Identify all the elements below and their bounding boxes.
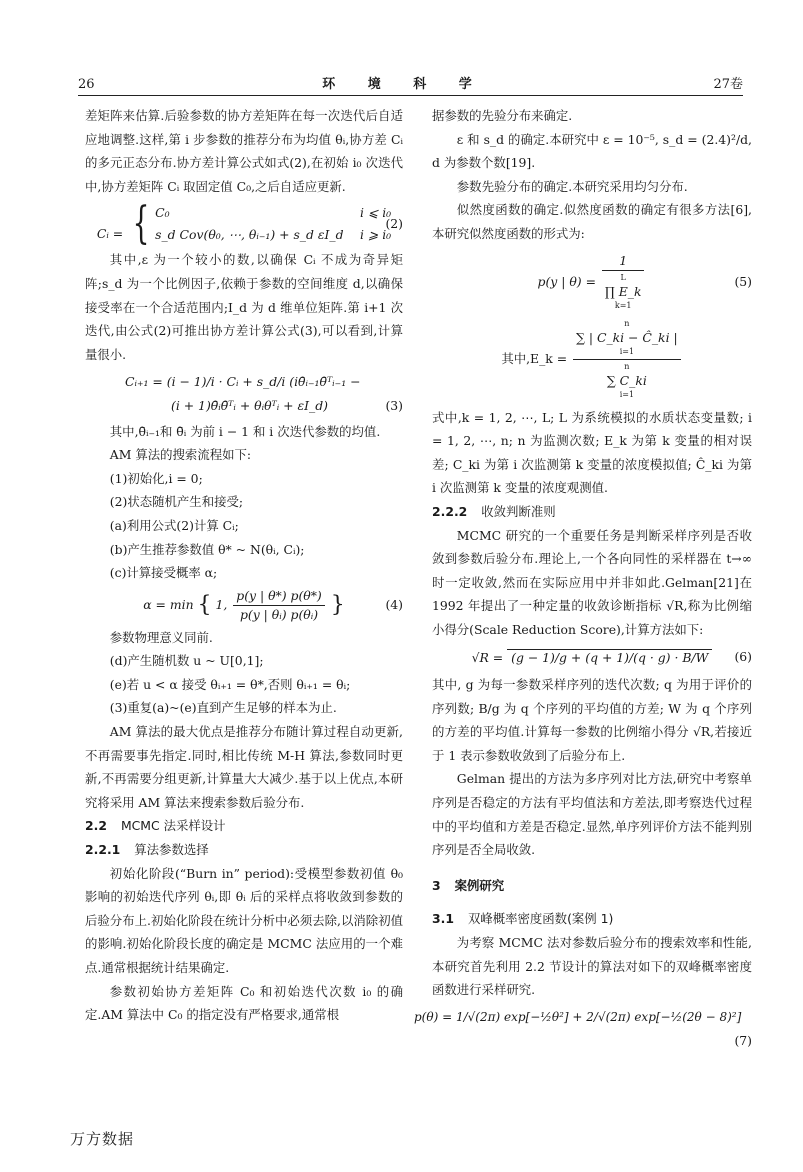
list-item: (2)状态随机产生和接受; bbox=[109, 494, 244, 510]
equation-number: (4) bbox=[385, 597, 403, 613]
section-title: 案例研究 bbox=[454, 877, 505, 893]
equation-number: (3) bbox=[385, 397, 403, 413]
equation-fraction bbox=[233, 587, 325, 624]
equation-line: (i + 1)θ̄ᵢθ̄ᵀᵢ + θᵢθᵀᵢ + εI_d) bbox=[171, 397, 329, 413]
paragraph: 参数物理意义同前. bbox=[109, 629, 213, 645]
list-item: (d)产生随机数 u ~ U[0,1]; bbox=[109, 653, 264, 669]
equation-number: (6) bbox=[734, 649, 752, 665]
fraction-denominator bbox=[602, 271, 645, 313]
list-item: (c)计算接受概率 α; bbox=[109, 565, 218, 581]
equation-lhs: √R = bbox=[471, 649, 504, 665]
fraction-denominator bbox=[573, 360, 681, 402]
list-item: (b)产生推荐参数值 θ* ~ N(θᵢ, Cᵢ); bbox=[109, 541, 305, 557]
case-2: s_d Cov(θ₀, ⋯, θᵢ₋₁) + s_d εI_d bbox=[155, 227, 344, 243]
paragraph: 参数初始协方差矩阵 C₀ 和初始迭代次数 i₀ 的确定.AM 算法中 C₀ 的指定没有严格要求,通常根 bbox=[85, 983, 403, 1023]
sum-body: ∑ C_ki bbox=[606, 372, 647, 388]
paragraph: AM 算法的最大优点是推荐分布随计算过程自动更新,不再需要事先指定.同时,相比传统 M-H 算法,参数同时更新,不再需要分组更新,计算量大大减少.基于以上优点,本研究将采用 AM 算法来搜索参数后验分布. bbox=[85, 724, 403, 810]
sum-upper-limit: n bbox=[624, 361, 630, 371]
paragraph: 式中,k = 1, 2, ⋯, L; L 为系统模拟的水质状态变量数; i = 1, 2, ⋯, n; n 为监测次数; E_k 为第 k 变量的相对误差; C_ki 为第 i 次监测第 k 变量的浓度模拟值; Ĉ_ki 为第 i 次监测第 k 变量的浓度观测值. bbox=[432, 409, 752, 496]
product-body: ∏ E_k bbox=[604, 283, 642, 299]
list-item: (1)初始化,i = 0; bbox=[109, 470, 203, 486]
equation-lhs: α = min bbox=[143, 596, 194, 612]
running-header bbox=[78, 70, 743, 96]
equation-5 bbox=[432, 252, 752, 313]
equation-fraction bbox=[573, 317, 681, 402]
equation-body: p(θ) = 1/√(2π) exp[−½θ²] + 2/√(2π) exp[−½(2θ − 8)²] bbox=[414, 1009, 742, 1024]
paragraph: ε 和 s_d 的确定.本研究中 ε = 10⁻⁵, s_d = (2.4)²/d, d 为参数个数[19]. bbox=[432, 131, 752, 171]
section-title: 双峰概率密度函数(案例 1) bbox=[467, 911, 614, 927]
condition-1: i ⩽ i₀ bbox=[359, 205, 392, 221]
page-number: 26 bbox=[78, 77, 95, 92]
section-title: MCMC 法采样设计 bbox=[120, 818, 226, 834]
equation-number: (2) bbox=[385, 216, 403, 232]
equation-number: (5) bbox=[734, 274, 752, 290]
section-number: 2.2 bbox=[85, 818, 107, 834]
sum-upper-limit: n bbox=[624, 318, 630, 328]
section-number: 2.2.1 bbox=[85, 842, 121, 858]
paragraph: 参数先验分布的确定.本研究采用均匀分布. bbox=[456, 178, 688, 194]
right-column bbox=[414, 104, 752, 1053]
section-heading-2-2-2 bbox=[432, 500, 752, 524]
equation-2 bbox=[85, 198, 403, 250]
right-brace-icon: } bbox=[330, 592, 345, 618]
equation-3 bbox=[85, 370, 403, 417]
condition-2: i ⩾ i₀ bbox=[359, 227, 392, 243]
fraction-numerator: p(y | θ*) p(θ*) bbox=[233, 587, 325, 606]
equation-line: Cᵢ₊₁ = (i − 1)/i · Cᵢ + s_d/i (iθ̄ᵢ₋₁θ̄ᵀᵢ₋₁ − bbox=[125, 374, 361, 390]
section-title: 收敛判断准则 bbox=[481, 503, 556, 519]
volume-label: 27卷 bbox=[713, 77, 743, 92]
case-1: C₀ bbox=[155, 205, 170, 221]
equation-7 bbox=[414, 1006, 752, 1030]
section-heading-2-2-1 bbox=[85, 838, 403, 862]
paragraph: 据参数的先验分布来确定. bbox=[432, 108, 573, 123]
equation-lhs: 其中,E_k = bbox=[501, 350, 568, 366]
fraction-numerator bbox=[573, 317, 681, 360]
equation-6 bbox=[432, 646, 752, 670]
list-item: (a)利用公式(2)计算 Cᵢ; bbox=[109, 517, 239, 533]
section-number: 3.1 bbox=[432, 911, 454, 927]
paragraph: 似然度函数的确定.似然度函数的确定有很多方法[6],本研究似然度函数的形式为: bbox=[432, 202, 752, 241]
equation-lhs: Cᵢ = bbox=[96, 226, 124, 242]
sum-lower-limit: i=1 bbox=[619, 346, 635, 356]
list-item: (3)重复(a)~(e)直到产生足够的样本为止. bbox=[109, 700, 337, 716]
sum-body: ∑ | C_ki − Ĉ_ki | bbox=[576, 329, 678, 345]
product-lower-limit: k=1 bbox=[614, 300, 632, 310]
paragraph: MCMC 研究的一个重要任务是判断采样序列是否收敛到参数后验分布.理论上,一个各向同性的采样器在 t→∞时一定收敛,然而在实际应用中并非如此.Gelman[21]在 1992 年提出了一种定量的收敛诊断指标 √R,称为比例缩小得分(Scale Reduction Score),计算方法如下: bbox=[432, 527, 752, 637]
watermark-text: 万方数据 bbox=[70, 1130, 135, 1148]
paragraph: 其中,θ̄ᵢ₋₁和 θ̄ᵢ 为前 i − 1 和 i 次迭代参数的均值. bbox=[109, 423, 381, 439]
product-upper-limit: L bbox=[620, 272, 626, 282]
paragraph: 为考察 MCMC 法对参数后验分布的搜索效率和性能,本研究首先利用 2.2 节设计的算法对如下的双峰概率密度函数进行采样研究. bbox=[432, 935, 752, 998]
fraction-numerator: 1 bbox=[602, 252, 645, 271]
paragraph: 初始化阶段(“Burn in” period):受模型参数初值 θ₀ 影响的初始迭代序列 θᵢ,即 θᵢ 后的采样点将收敛到参数的后验分布上.初始化阶段在统计分析中必须去除,以消除初值的影响.初始化阶段长度的确定是 MCMC 法应用的一个难点.通常根据统计结果确定. bbox=[85, 865, 403, 975]
left-column bbox=[85, 104, 403, 1027]
paragraph: AM 算法的搜索流程如下: bbox=[109, 447, 252, 463]
section-number: 3 bbox=[432, 877, 441, 893]
section-heading-2-2 bbox=[85, 814, 403, 838]
list-item: (e)若 u < α 接受 θᵢ₊₁ = θ*,否则 θᵢ₊₁ = θᵢ; bbox=[109, 676, 351, 692]
equation-number: (7) bbox=[734, 1033, 752, 1049]
equation-lhs: p(y | θ) = bbox=[537, 273, 596, 289]
equation-4 bbox=[85, 587, 403, 624]
sum-lower-limit: i=1 bbox=[619, 389, 635, 399]
equation-ek bbox=[432, 317, 752, 402]
fraction-denominator: p(y | θᵢ) p(θᵢ) bbox=[239, 606, 319, 622]
section-heading-3-1 bbox=[432, 907, 752, 931]
equation-cases bbox=[155, 202, 391, 246]
paragraph: 其中, g 为每一参数采样序列的迭代次数; q 为用于评价的序列数; B/g 为 q 个序列的平均值的方差; W 为 q 个序列的方差的平均值.计算每一参数的比例缩小得分 √R,若接近于 1 表示参数收敛到了后验分布上. bbox=[432, 677, 752, 763]
left-brace-icon: { bbox=[132, 198, 150, 250]
equation-fraction bbox=[602, 252, 645, 313]
section-number: 2.2.2 bbox=[432, 503, 468, 519]
section-heading-3 bbox=[432, 874, 752, 898]
equation-brace bbox=[127, 198, 392, 250]
paragraph: Gelman 提出的方法为多序列对比方法,研究中考察单序列是否稳定的方法有平均值法和方差法,即考察迭代过程中的平均值和方差是否稳定.显然,单序列评价方法不能判别序列是否全局收敛. bbox=[432, 771, 752, 858]
equation-term: 1, bbox=[215, 596, 228, 612]
left-brace-icon: { bbox=[197, 592, 212, 618]
paragraph: 其中,ε 为一个较小的数,以确保 Cᵢ 不成为奇异矩阵;s_d 为一个比例因子,依赖于参数的空间维度 d,以确保接受率在一个合适范围内;I_d 为 d 维单位矩阵.第 i+1 次迭代,由公式(2)可推出协方差计算公式(3),可以看到,计算量很小. bbox=[85, 252, 403, 362]
paragraph: 差矩阵来估算.后验参数的协方差矩阵在每一次迭代后自适应地调整.这样,第 i 步参数的推荐分布为均值 θᵢ,协方差 Cᵢ 的多元正态分布.协方差计算公式如式(2),在初始 i₀ 次迭代中,协方差矩阵 Cᵢ 取固定值 C₀,之后自适应更新. bbox=[85, 108, 403, 194]
equation-body: (g − 1)/g + (q + 1)/(q · g) · B/W bbox=[507, 649, 712, 665]
journal-title: 环 境 科 学 bbox=[322, 77, 486, 92]
section-title: 算法参数选择 bbox=[134, 842, 209, 858]
